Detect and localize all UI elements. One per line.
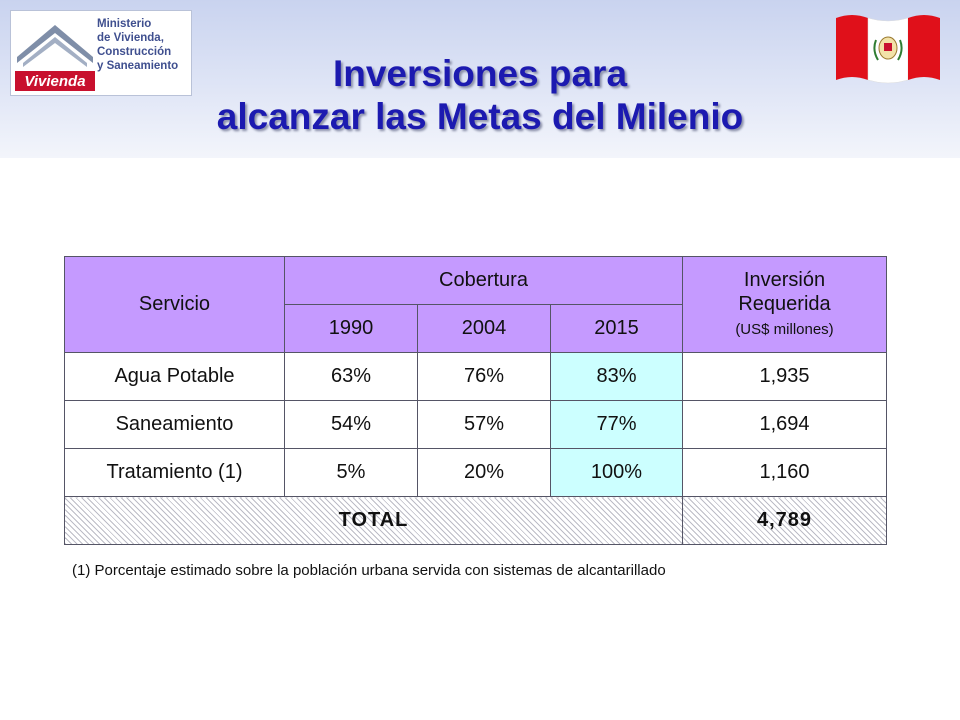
cell-2004: 76%: [418, 353, 551, 401]
header-inversion-line2: Requerida: [738, 292, 831, 315]
header-year-2004: 2004: [418, 305, 551, 353]
cell-2004: 20%: [418, 449, 551, 497]
cell-inversion: 1,160: [683, 449, 887, 497]
cell-servicio: Saneamiento: [65, 401, 285, 449]
logo-line: Ministerio: [97, 18, 152, 30]
header-inversion: [683, 257, 887, 353]
header-inversion-line1: Inversión: [743, 268, 826, 291]
footnote: (1) Porcentaje estimado sobre la población urbana servida con sistemas de alcantarillado: [72, 562, 666, 579]
title-line-1: Inversiones para: [332, 53, 628, 94]
total-value: 4,789: [756, 509, 813, 531]
table-row: [65, 353, 887, 401]
logo-line: y Saneamiento: [97, 60, 179, 72]
header-year-2015: 2015: [551, 305, 683, 353]
logo-line: de Vivienda,: [97, 32, 164, 44]
header-servicio: Servicio: [65, 257, 285, 353]
logo-line: Construcción: [97, 46, 172, 58]
total-row: [65, 497, 887, 545]
cell-servicio: Tratamiento (1): [65, 449, 285, 497]
header-year-1990: 1990: [285, 305, 418, 353]
cell-2015: 77%: [551, 401, 683, 449]
total-value-cell: [683, 497, 887, 545]
cell-inversion: 1,694: [683, 401, 887, 449]
cell-2015: 100%: [551, 449, 683, 497]
page-title: [80, 52, 880, 138]
investment-table: [64, 256, 887, 545]
title-line-2: alcanzar las Metas del Milenio: [216, 96, 744, 137]
cell-inversion: 1,935: [683, 353, 887, 401]
table-row: [65, 401, 887, 449]
header-cobertura: Cobertura: [285, 257, 683, 305]
cell-1990: 54%: [285, 401, 418, 449]
table-row: [65, 449, 887, 497]
cell-1990: 5%: [285, 449, 418, 497]
cell-1990: 63%: [285, 353, 418, 401]
header-inversion-unit: (US$ millones): [735, 320, 834, 338]
logo-brand-text: Vivienda: [24, 73, 86, 90]
cell-2004: 57%: [418, 401, 551, 449]
total-label-cell: [65, 497, 683, 545]
cell-2015: 83%: [551, 353, 683, 401]
total-label: TOTAL: [338, 509, 409, 531]
cell-servicio: Agua Potable: [65, 353, 285, 401]
